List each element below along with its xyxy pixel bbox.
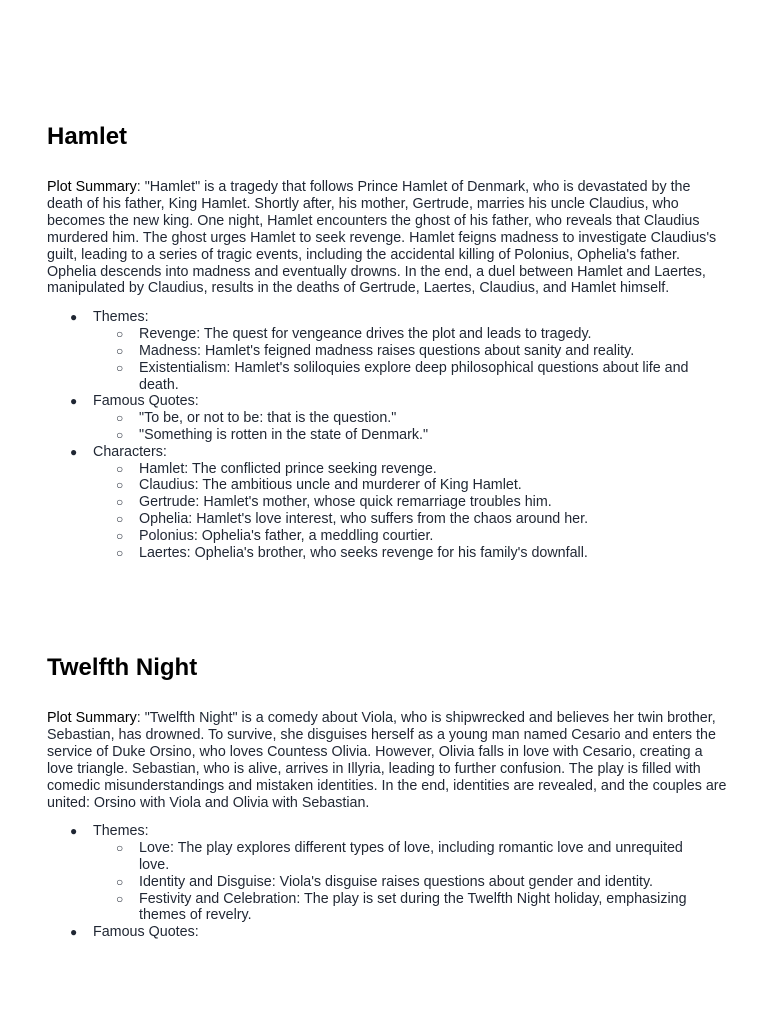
circle-bullet-icon: ○	[116, 545, 124, 560]
sub-list-item	[93, 528, 699, 545]
list-item-famous-quotes	[47, 924, 727, 941]
sub-list-text: Claudius: The ambitious uncle and murderer of King Hamlet.	[139, 477, 522, 494]
sub-list-item	[93, 343, 699, 360]
outline-list	[47, 309, 727, 561]
circle-bullet-icon: ○	[116, 528, 124, 543]
sub-list-text: Laertes: Ophelia's brother, who seeks revenge for his family's downfall.	[139, 544, 588, 561]
circle-bullet-icon: ○	[116, 461, 124, 476]
sub-list-text: Madness: Hamlet's feigned madness raises questions about sanity and reality.	[139, 342, 635, 359]
section-hamlet	[47, 121, 727, 561]
list-label: Famous Quotes:	[93, 924, 199, 941]
sub-list-item	[93, 494, 699, 511]
circle-bullet-icon: ○	[116, 360, 124, 375]
sub-list-text: Polonius: Ophelia's father, a meddling courtier.	[139, 527, 434, 544]
circle-bullet-icon: ○	[116, 841, 124, 856]
circle-bullet-icon: ○	[116, 427, 124, 442]
list-label: Characters:	[93, 443, 167, 460]
circle-bullet-icon: ○	[116, 327, 124, 342]
sub-list-item	[93, 326, 699, 343]
list-label: Famous Quotes:	[93, 393, 199, 410]
bullet-icon: ●	[70, 925, 78, 940]
sub-list-item	[93, 461, 699, 478]
sub-list	[93, 326, 727, 393]
bullet-icon: ●	[70, 824, 78, 839]
circle-bullet-icon: ○	[116, 891, 124, 906]
circle-bullet-icon: ○	[116, 478, 124, 493]
list-item-characters	[47, 444, 727, 562]
sub-list-item	[93, 891, 699, 925]
plot-summary	[47, 179, 727, 297]
list-label: Themes:	[93, 309, 149, 326]
plot-summary-label: Plot Summary	[47, 710, 137, 726]
sub-list-text: "Something is rotten in the state of Denmark."	[139, 426, 429, 443]
sub-list-text: Love: The play explores different types of love, including romantic love and unrequited love.	[139, 840, 683, 874]
sub-list-text: Hamlet: The conflicted prince seeking revenge.	[139, 460, 437, 477]
sub-list-text: Gertrude: Hamlet's mother, whose quick remarriage troubles him.	[139, 494, 552, 511]
section-title: Hamlet	[47, 123, 128, 150]
circle-bullet-icon: ○	[116, 495, 124, 510]
sub-list-item	[93, 360, 699, 394]
outline-list	[47, 823, 727, 941]
bullet-icon: ●	[70, 310, 78, 325]
sub-list-item	[93, 874, 699, 891]
sub-list-item	[93, 511, 699, 528]
sub-list-text: Ophelia: Hamlet's love interest, who suffers from the chaos around her.	[139, 510, 589, 527]
sub-list-item	[93, 545, 699, 562]
sub-list-item	[93, 410, 699, 427]
circle-bullet-icon: ○	[116, 511, 124, 526]
plot-summary	[47, 710, 727, 811]
bullet-icon: ●	[70, 444, 78, 459]
circle-bullet-icon: ○	[116, 874, 124, 889]
list-item-themes	[47, 823, 727, 924]
sub-list	[93, 840, 727, 924]
list-item-famous-quotes	[47, 393, 727, 443]
sub-list	[93, 410, 727, 444]
sub-list	[93, 461, 727, 562]
sub-list-text: "To be, or not to be: that is the question."	[139, 410, 397, 427]
section-title: Twelfth Night	[47, 654, 198, 681]
plot-summary-text: : "Hamlet" is a tragedy that follows Prince Hamlet of Denmark, who is devastated by the death of his father, King Hamlet. Shortly after, his mother, Gertrude, marries his uncle Claudius, who becomes the new king. One night, Hamlet encounters the ghost of his father, who reveals that Claudius murdered him. The ghost urges Hamlet to seek revenge. Hamlet feigns madness to investigate Claudius's guilt, leading to a series of tragic events, including the accidental killing of Polonius, Ophelia's father. Ophelia descends into madness and eventually drowns. In the end, a duel between Hamlet and Laertes, manipulated by Claudius, results in the deaths of Gertrude, Laertes, Claudius, and Hamlet himself.	[47, 179, 717, 297]
sub-list-item	[93, 477, 699, 494]
sub-list-text: Identity and Disguise: Viola's disguise raises questions about gender and identity.	[139, 873, 654, 890]
plot-summary-label: Plot Summary	[47, 179, 137, 195]
bullet-icon: ●	[70, 394, 78, 409]
sub-list-text: Existentialism: Hamlet's soliloquies explore deep philosophical questions about life and death.	[139, 359, 689, 393]
section-twelfth-night	[47, 652, 727, 941]
sub-list-item	[93, 427, 699, 444]
sub-list-text: Revenge: The quest for vengeance drives the plot and leads to tragedy.	[139, 326, 592, 343]
list-item-themes	[47, 309, 727, 393]
sub-list-text: Festivity and Celebration: The play is set during the Twelfth Night holiday, emphasizing themes of revelry.	[139, 890, 687, 924]
circle-bullet-icon: ○	[116, 343, 124, 358]
sub-list-item	[93, 840, 699, 874]
circle-bullet-icon: ○	[116, 411, 124, 426]
list-label: Themes:	[93, 823, 149, 840]
plot-summary-text: : "Twelfth Night" is a comedy about Viola, who is shipwrecked and believes her twin brother, Sebastian, has drowned. To survive, she disguises herself as a young man named Cesario and enters the service of Duke Orsino, who loves Countess Olivia. However, Olivia falls in love with Cesario, creating a love triangle. Sebastian, who is alive, arrives in Illyria, leading to further confusion. The play is filled with comedic misunderstandings and mistaken identities. In the end, identities are revealed, and the couples are united: Orsino with Viola and Olivia with Sebastian.	[47, 710, 727, 811]
